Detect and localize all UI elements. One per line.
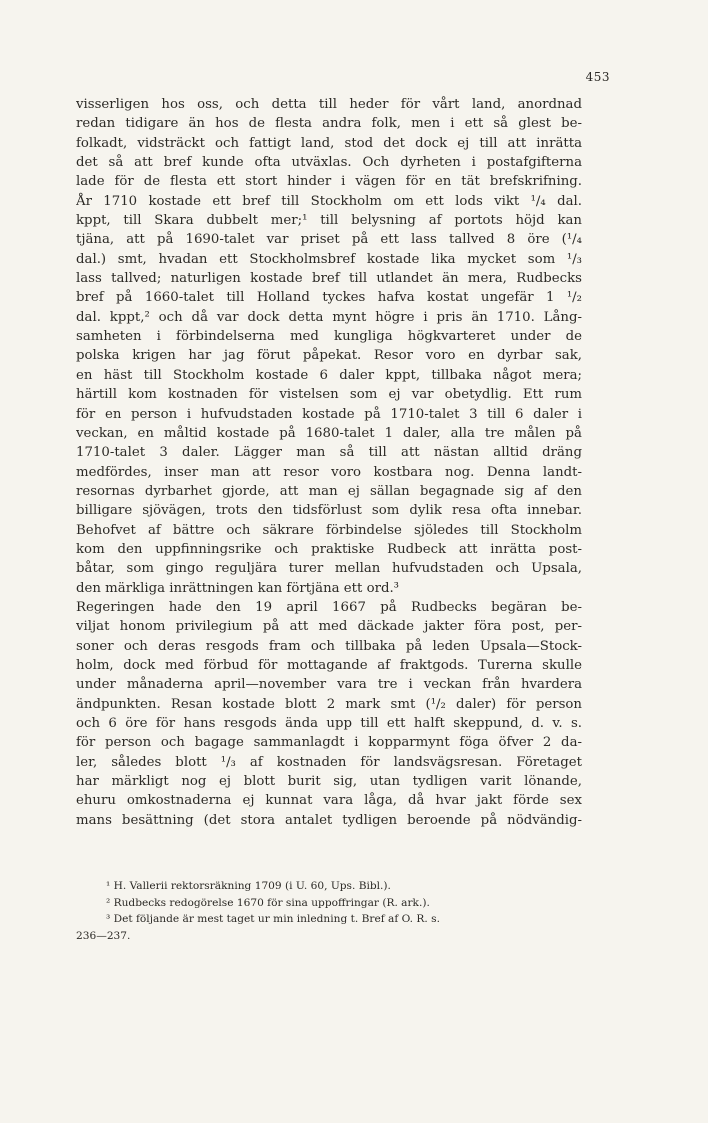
footnote-line: 236—237. [76, 929, 131, 942]
text-line: billigare sjövägen, trots den tidsförlust som dylik resa ofta innebar. [76, 503, 582, 519]
page-number: 453 [585, 70, 610, 84]
footnote-line: ² Rudbecks redogörelse 1670 för sina uppoffringar (R. ark.). [106, 896, 430, 909]
text-line: folkadt, vidsträckt och fattigt land, stod det dock ej till att inrätta [76, 135, 582, 151]
text-line: kom den uppfinningsrike och praktiske Rudbeck att inrätta post- [76, 541, 582, 557]
text-line: ehuru omkostnaderna ej kunnat vara låga, då hvar jakt förde sex [76, 793, 582, 809]
text-line: mans besättning (det stora antalet tydligen beroende på nödvändig- [76, 812, 582, 828]
text-line: den märkliga inrättningen kan förtjäna ett ord.³ [76, 580, 400, 596]
text-line: 1710-talet 3 daler. Lägger man så till att nästan alltid dräng [76, 445, 582, 461]
footnote-line: ¹ H. Vallerii rektorsräkning 1709 (i U. 60, Ups. Bibl.). [106, 880, 391, 892]
text-line: dal.) smt, hvadan ett Stockholmsbref kostade lika mycket som ¹/₃ [76, 251, 582, 267]
text-line: Behofvet af bättre och säkrare förbindelse sjöledes till Stockholm [76, 522, 582, 538]
text-line: samheten i förbindelserna med kungliga högkvarteret under de [76, 329, 582, 345]
body-text [76, 95, 582, 830]
text-line: ler, således blott ¹/₃ af kostnaden för landsvägsresan. Företaget [76, 754, 582, 770]
text-line: polska krigen har jag förut påpekat. Resor voro en dyrbar sak, [76, 348, 582, 364]
text-line: holm, dock med förbud för mottagande af fraktgods. Turerna skulle [76, 657, 582, 673]
text-line: för en person i hufvudstaden kostade på 1710-talet 3 till 6 daler i [76, 406, 582, 422]
text-line: en häst till Stockholm kostade 6 daler kppt, tillbaka något mera; [76, 367, 582, 383]
text-line: bref på 1660-talet till Holland tyckes hafva kostat ungefär 1 ¹/₂ [76, 290, 582, 306]
text-line: för person och bagage sammanlagdt i kopparmynt föga öfver 2 da- [76, 735, 582, 751]
text-line: soner och deras resgods fram och tillbaka på leden Upsala—Stock- [76, 638, 582, 654]
text-line: visserligen hos oss, och detta till heder för vårt land, anordnad [76, 97, 582, 112]
text-line: resornas dyrbarhet gjorde, att man ej sällan begagnade sig af den [76, 483, 582, 499]
text-line: kppt, till Skara dubbelt mer;¹ till belysning af portots höjd kan [76, 213, 582, 229]
text-line: veckan, en måltid kostade på 1680-talet 1 daler, alla tre målen på [76, 425, 582, 441]
text-line: lade för de flesta ett stort hinder i vägen för en tät brefskrifning. [76, 174, 582, 190]
text-line: härtill kom kostnaden för vistelsen som ej var obetydlig. Ett rum [76, 387, 582, 403]
footnotes [76, 878, 582, 944]
text-line: År 1710 kostade ett bref till Stockholm om ett lods vikt ¹/₄ dal. [76, 193, 582, 209]
text-line: det så att bref kunde ofta utväxlas. Och dyrheten i postafgifterna [76, 155, 582, 171]
text-line: tjäna, att på 1690-talet var priset på ett lass tallved 8 öre (¹/₄ [76, 232, 582, 248]
text-line: redan tidigare än hos de flesta andra folk, men i ett så glest be- [76, 116, 582, 132]
text-line: har märkligt nog ej blott burit sig, utan tydligen varit lönande, [76, 774, 582, 790]
text-line: Regeringen hade den 19 april 1667 på Rudbecks begäran be- [76, 599, 582, 615]
text-line: viljat honom privilegium på att med däckade jakter föra post, per- [76, 619, 582, 635]
text-line: lass tallved; naturligen kostade bref till utlandet än mera, Rudbecks [76, 271, 582, 287]
text-line: båtar, som gingo reguljära turer mellan hufvudstaden och Upsala, [76, 561, 582, 577]
footnote-line: ³ Det följande är mest taget ur min inledning t. Bref af O. R. s. [106, 913, 440, 925]
text-line: dal. kppt,² och då var dock detta mynt högre i pris än 1710. Lång- [76, 309, 582, 325]
text-line: medfördes, inser man att resor voro kostbara nog. Denna landt- [76, 464, 582, 480]
text-line: under månaderna april—november vara tre i veckan från hvardera [76, 677, 582, 693]
text-line: ändpunkten. Resan kostade blott 2 mark smt (¹/₂ daler) för person [76, 696, 582, 712]
text-line: och 6 öre för hans resgods ända upp till ett halft skeppund, d. v. s. [76, 716, 582, 731]
